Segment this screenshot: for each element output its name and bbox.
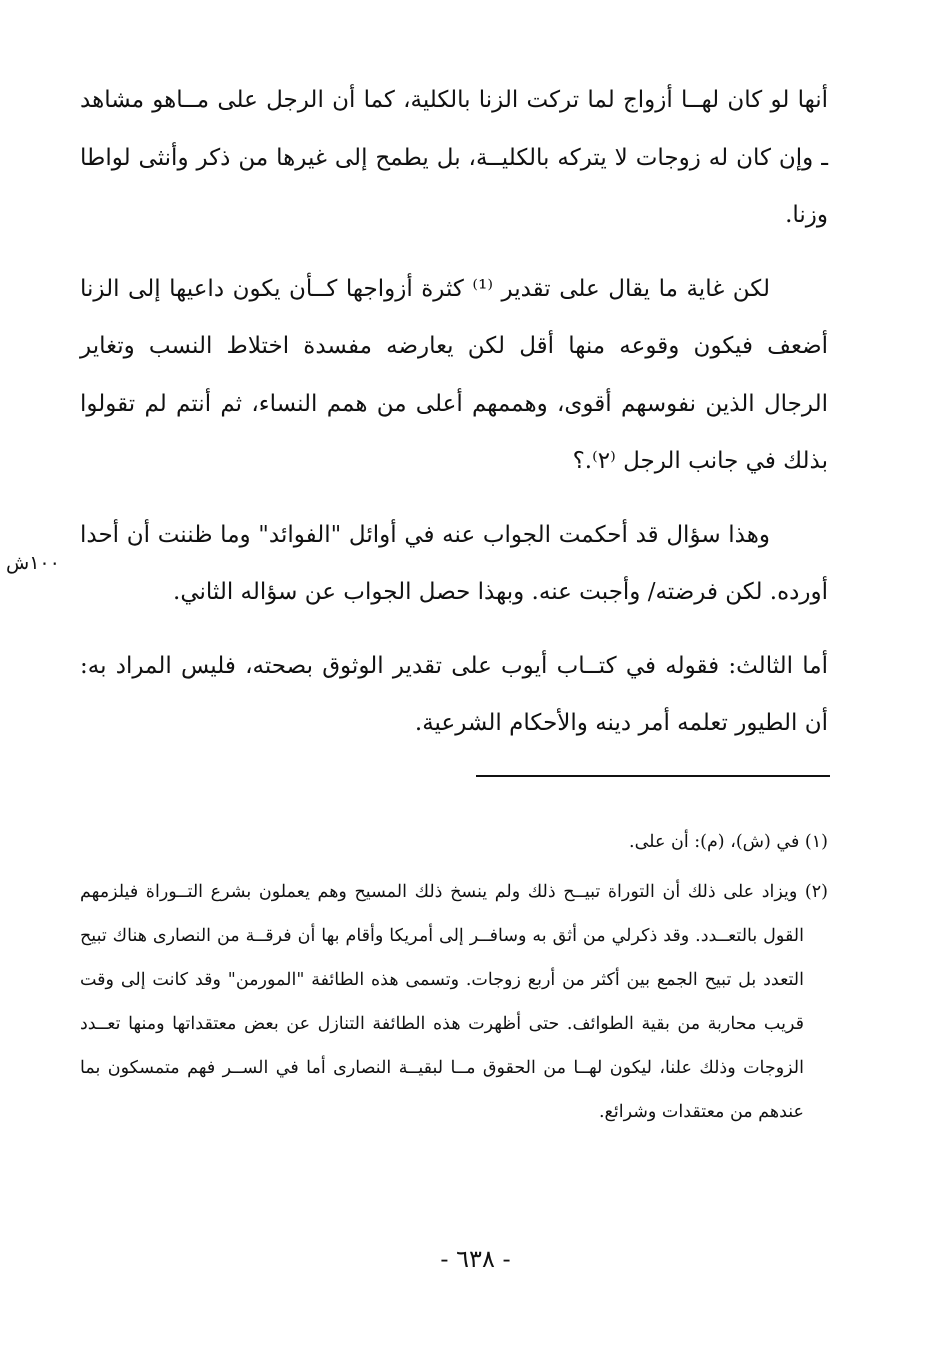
paragraph-3: وهذا سؤال قد أحكمت الجواب عنه في أوائل "الفوائد" وما ظننت أن أحدا أورده. لكن فرضته/ وأجبت عنه. وبهذا حصل الجواب عن سؤاله الثاني. bbox=[80, 521, 828, 605]
paragraph-2: لكن غاية ما يقال على تقدير ⁽¹⁾ كثرة أزواجها كــأن يكون داعيها إلى الزنا أضعف فيكون وقوعه منها أقل لكن يعارضه مفسدة اختلاط النسب وتغاير الرجال الذين نفوسهم أقوى، وهممهم أعلى من همم النساء، ثم أنتم لم تقولوا بذلك في جانب الرجل ⁽٢⁾.؟ bbox=[80, 275, 828, 474]
footnote-separator bbox=[476, 775, 830, 777]
footnotes bbox=[80, 820, 828, 1134]
paragraph-4: أما الثالث: فقوله في كتــاب أيوب على تقدير الوثوق بصحته، فليس المراد به: أن الطيور تعلمه أمر دينه والأحكام الشرعية. bbox=[80, 652, 828, 736]
margin-folio-note: ١٠٠ش bbox=[6, 552, 60, 574]
footnote-1: (١) في (ش)، (م): أن على. bbox=[629, 832, 828, 852]
paragraph-1: أنها لو كان لهــا أزواج لما تركت الزنا بالكلية، كما أن الرجل على مــاهو مشاهد ـ وإن كان له زوجات لا يتركه بالكليــة، بل يطمح إلى غيرها من ذكر وأنثى لواطا وزنا. bbox=[80, 87, 828, 228]
page-number: - ٦٣٨ - bbox=[440, 1245, 511, 1273]
main-text bbox=[80, 72, 828, 753]
footnote-2: (٢) ويزاد على ذلك أن التوراة تبيــح ذلك ولم ينسخ ذلك المسيح وهم يعملون بشرع التــوراة فيلزمهم القول بالتعــدد. وقد ذكرلي من أثق به وسافــر إلى أمريكا وأقام بها أن فرقــة من النصارى هناك تبيح التعدد بل تبيح الجمع بين أكثر من أربع زوجات. وتسمى هذه الطائفة "المورمن" وقد كانت إلى وقت قريب محاربة من بقية الطوائف. حتى أظهرت هذه الطائفة التنازل عن بعض معتقداتها ومنها تعــدد الزوجات وذلك علنا، ليكون لهــا من الحقوق مــا لبقيــة النصارى أما في الســر فهم متمسكون بما عندهم من معتقدات وشرائع. bbox=[80, 882, 828, 1122]
